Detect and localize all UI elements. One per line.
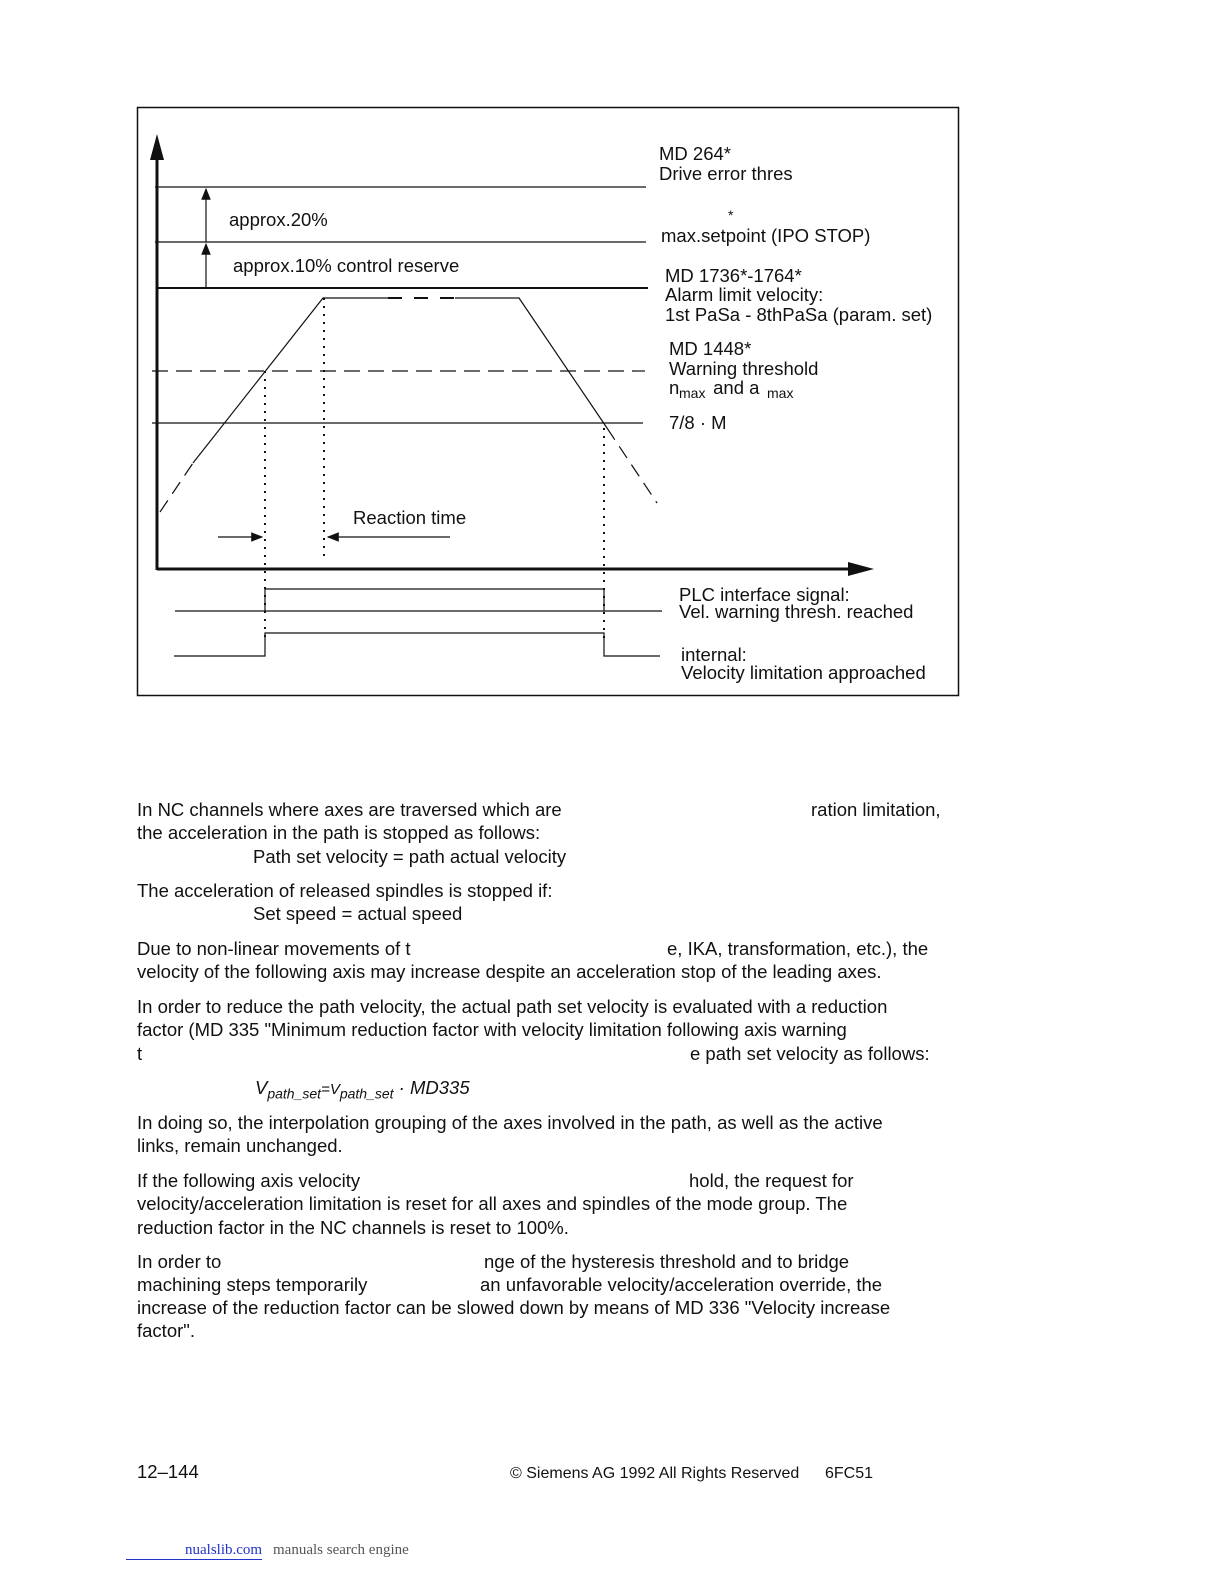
md1448-label: MD 1448* [669, 338, 752, 359]
text-line: ration limitation, [811, 799, 941, 820]
and-a-label: and a [708, 377, 765, 398]
velocity-curve-dashed-end [607, 428, 657, 503]
text-line: The acceleration of released spindles is stopped if: [137, 880, 553, 901]
x-axis-arrow-icon [848, 562, 874, 576]
watermark-link[interactable]: nualslib.com [185, 1542, 263, 1558]
formula-v: V [255, 1077, 268, 1098]
max-subscript-2: max [767, 385, 794, 401]
formula [255, 1077, 470, 1102]
text-line: e, IKA, transformation, etc.), the [667, 938, 929, 959]
approx10-label: approx.10% control reserve [233, 255, 460, 276]
velocity-curve [193, 298, 388, 463]
copyright: © Siemens AG 1992 All Rights Reserved [510, 1465, 800, 1482]
pasa-label: 1st PaSa - 8thPaSa (param. set) [665, 304, 933, 325]
text-line: velocity/acceleration limitation is reset for all axes and spindles of the mode group. The [137, 1193, 848, 1214]
text-line: machining steps temporarily [137, 1274, 368, 1295]
text-line: links, remain unchanged. [137, 1135, 343, 1156]
formula-eq: =V [321, 1081, 340, 1098]
text-line: e path set velocity as follows: [690, 1043, 930, 1064]
seven-eighths-label: 7/8 · M [669, 412, 727, 433]
text-line: If the following axis velocity [137, 1170, 361, 1191]
text-line: velocity of the following axis may increase despite an acceleration stop of the leading axes. [137, 961, 882, 982]
approx20-label: approx.20% [229, 209, 328, 230]
n-label: n [669, 377, 680, 398]
md1736-label: MD 1736*-1764* [665, 265, 802, 286]
y-axis-arrow-icon [150, 134, 164, 160]
text-line: increase of the reduction factor can be slowed down by means of MD 336 "Velocity increase [137, 1297, 891, 1318]
text-line: the acceleration in the path is stopped as follows: [137, 822, 541, 843]
max-setpoint-label: max.setpoint (IPO STOP) [661, 225, 871, 246]
plc-signal-label: PLC interface signal: [679, 584, 850, 605]
text-line: Set speed = actual speed [253, 903, 463, 924]
page-number: 12–144 [137, 1461, 199, 1482]
max-subscript-1: max [679, 385, 706, 401]
reaction-time-label: Reaction time [353, 507, 467, 528]
text-line: In order to [137, 1251, 222, 1272]
text-line: In doing so, the interpolation grouping of the axes involved in the path, as well as the active [137, 1112, 883, 1133]
text-line: an unfavorable velocity/acceleration override, the [480, 1274, 883, 1295]
text-line: nge of the hysteresis threshold and to bridge [484, 1251, 850, 1272]
vel-warning-label: Vel. warning thresh. reached [679, 601, 914, 622]
internal-signal-trace [174, 633, 660, 656]
plc-signal-trace [175, 589, 662, 611]
text-line: reduction factor in the NC channels is reset to 100%. [137, 1217, 569, 1238]
text-line: Path set velocity = path actual velocity [253, 846, 567, 867]
doc-code: 6FC51 [825, 1465, 874, 1482]
velocity-curve-dashed-start [160, 463, 193, 512]
formula-sub: path_set [339, 1085, 394, 1102]
velocity-limit-diagram [0, 0, 1224, 720]
drive-error-label: Drive error thres [659, 163, 793, 184]
text-line: factor (MD 335 "Minimum reduction factor with velocity limitation following axis warning [137, 1019, 847, 1040]
text-line: factor". [137, 1320, 195, 1341]
md264-label: MD 264* [659, 143, 731, 164]
text-line: In NC channels where axes are traversed which are [137, 799, 562, 820]
formula-sub: path_set [267, 1085, 322, 1102]
text-line: Due to non-linear movements of t [137, 938, 411, 959]
warning-threshold-label: Warning threshold [669, 358, 819, 379]
text-line: t [137, 1043, 143, 1064]
formula-rest: · MD335 [393, 1077, 470, 1098]
asterisk-label: * [728, 207, 734, 223]
alarm-limit-label: Alarm limit velocity: [665, 284, 824, 305]
text-line: hold, the request for [689, 1170, 854, 1191]
velocity-curve-down [455, 298, 607, 428]
watermark-underline [126, 1559, 186, 1560]
internal-label: internal: [681, 644, 747, 665]
vel-limitation-label: Velocity limitation approached [681, 662, 926, 683]
text-line: In order to reduce the path velocity, the actual path set velocity is evaluated with a reduction [137, 996, 888, 1017]
watermark-text: manuals search engine [273, 1542, 409, 1558]
